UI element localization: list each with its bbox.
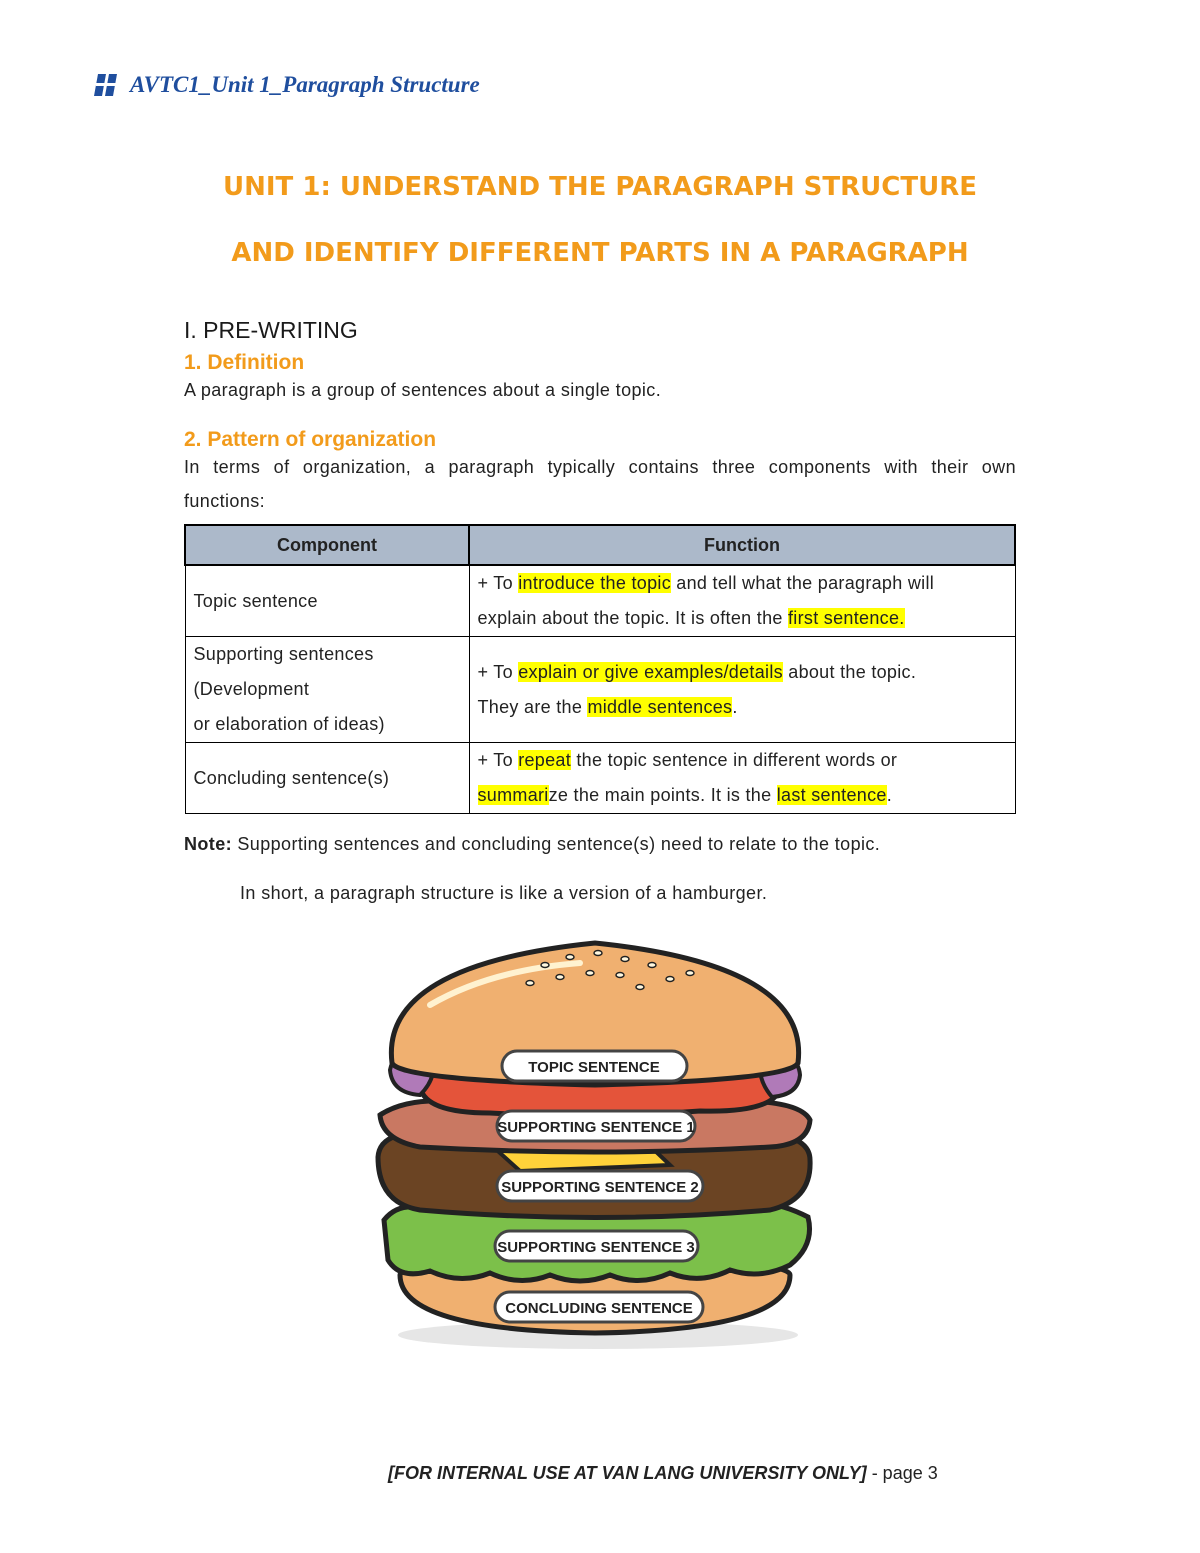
pattern-text-line1: In terms of organization, a paragraph typically contains three components with their own [184, 457, 1016, 477]
note-label: Note: [184, 834, 232, 854]
label-supporting-sentence-1: SUPPORTING SENTENCE 1 [497, 1119, 695, 1136]
table-header-row [185, 525, 1015, 565]
pattern-heading: 2. Pattern of organization [184, 428, 437, 451]
function-text: explain about the topic. It is often the [477, 608, 788, 628]
definition-heading: 1. Definition [184, 351, 305, 374]
summary-text: In short, a paragraph structure is like a version of a hamburger. [240, 883, 768, 903]
function-text: . [732, 696, 738, 717]
component-text: (Development [193, 679, 310, 699]
function-text: + To [477, 573, 519, 593]
highlighted-text: explain or give examples/details [518, 661, 783, 682]
section-heading: I. PRE-WRITING [184, 317, 358, 343]
table-row [185, 565, 1015, 637]
note-text: Supporting sentences and concluding sentence(s) need to relate to the topic. [232, 834, 881, 854]
function-cell [469, 565, 1015, 637]
unit-title-line1: UNIT 1: UNDERSTAND THE PARAGRAPH STRUCTURE [223, 172, 977, 202]
component-cell [185, 743, 469, 814]
function-text: ze the main points. It is the [548, 785, 777, 805]
function-cell [469, 743, 1015, 814]
footer-page-number: - page 3 [866, 1463, 938, 1483]
component-text: Topic sentence [193, 590, 318, 611]
definition-text: A paragraph is a group of sentences about a single topic. [184, 380, 662, 400]
highlighted-text: last sentence [776, 785, 887, 805]
component-text: or elaboration of ideas) [193, 714, 385, 734]
page-footer [388, 1463, 938, 1484]
university-logo-icon [94, 72, 124, 98]
table-row [185, 637, 1015, 743]
table-row [185, 743, 1015, 814]
components-table [184, 524, 1016, 814]
pattern-text-line2: functions: [184, 491, 266, 511]
label-supporting-sentence-3: SUPPORTING SENTENCE 3 [497, 1239, 695, 1256]
highlighted-text: middle sentences [587, 696, 733, 717]
function-text: + To [477, 750, 519, 770]
label-topic-sentence: TOPIC SENTENCE [528, 1059, 660, 1076]
function-text: . [886, 785, 893, 805]
component-text: Concluding sentence(s) [193, 767, 390, 788]
unit-title-line2: AND IDENTIFY DIFFERENT PARTS IN A PARAGRAPH [231, 238, 969, 268]
function-cell [469, 637, 1015, 743]
component-cell [185, 565, 469, 637]
column-header-function: Function [469, 525, 1015, 565]
function-text: They are the [477, 696, 588, 717]
component-cell [185, 637, 469, 743]
label-supporting-sentence-2: SUPPORTING SENTENCE 2 [501, 1179, 699, 1196]
highlighted-text: summari [477, 785, 549, 805]
note [184, 834, 880, 855]
page-header [94, 72, 480, 98]
function-text: the topic sentence in different words or [571, 750, 898, 770]
hamburger-illustration [370, 935, 820, 1355]
column-header-component: Component [185, 525, 469, 565]
function-text: about the topic. [782, 661, 917, 682]
component-text: Supporting sentences [193, 644, 374, 664]
header-title: AVTC1_Unit 1_Paragraph Structure [130, 72, 480, 97]
function-text: and tell what the paragraph will [671, 573, 935, 593]
footer-notice: [FOR INTERNAL USE AT VAN LANG UNIVERSITY ONLY] [388, 1463, 867, 1483]
label-concluding-sentence: CONCLUDING SENTENCE [505, 1300, 693, 1317]
highlighted-text: first sentence. [788, 608, 905, 628]
function-text: + To [477, 661, 519, 682]
highlighted-text: repeat [518, 750, 572, 770]
highlighted-text: introduce the topic [518, 573, 671, 593]
